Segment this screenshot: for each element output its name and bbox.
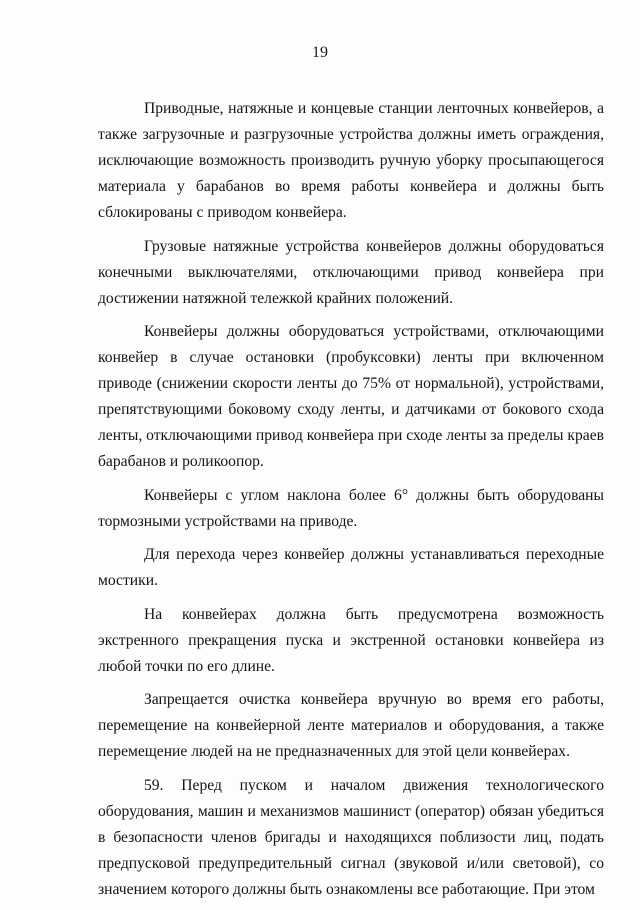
paragraph-crossing-bridges: Для перехода через конвейер должны устанавливаться переходные мостики. [98,546,604,589]
paragraph-emergency-stop: На конвейерах должна быть предусмотрена возможность экстренного прекращения пуска и экстренной остановки конвейера из любой точки по его длине. [98,605,604,675]
document-body [98,96,604,910]
paragraph-safety-devices: Конвейеры должны оборудоваться устройствами, отключающими конвейер в случае остановки (пробуксовки) ленты при включенном приводе (снижении скорости ленты до 75% от нормальной), устройствами, препятствующими боковому сходу ленты, и датчиками от бокового схода ленты, отключающими привод конвейера при сходе ленты за пределы краев барабанов и роликоопор. [98,323,604,470]
paragraph-item-59: 59. Перед пуском и началом движения технологического оборудования, машин и механизмов машинист (оператор) обязан убедиться в безопасности членов бригады и находящихся поблизости лиц, подать предпусковой предупредительный сигнал (звуковой и/или световой), со значением которого должны быть ознакомлены все работающие. При этом [98,776,604,898]
paragraph-tension-devices: Грузовые натяжные устройства конвейеров должны оборудоваться конечными выключателями, отключающими привод конвейера при достижении натяжной тележкой крайних положений. [98,237,604,307]
paragraph-prohibitions: Запрещается очистка конвейера вручную во время его работы, перемещение на конвейерной ленте материалов и оборудования, а также перемещение людей на не предназначенных для этой цели конвейерах. [98,691,604,760]
paragraph-brakes: Конвейеры с углом наклона более 6° должны быть оборудованы тормозными устройствами на приводе. [98,486,604,530]
paragraph-conveyor-guards: Приводные, натяжные и концевые станции ленточных конвейеров, а также загрузочные и разгрузочные устройства должны иметь ограждения, исключающие возможность производить ручную уборку просыпающегося материала у барабанов во время работы конвейера и должны быть сблокированы с приводом конвейера. [98,100,604,221]
page-number: 19 [312,44,328,61]
